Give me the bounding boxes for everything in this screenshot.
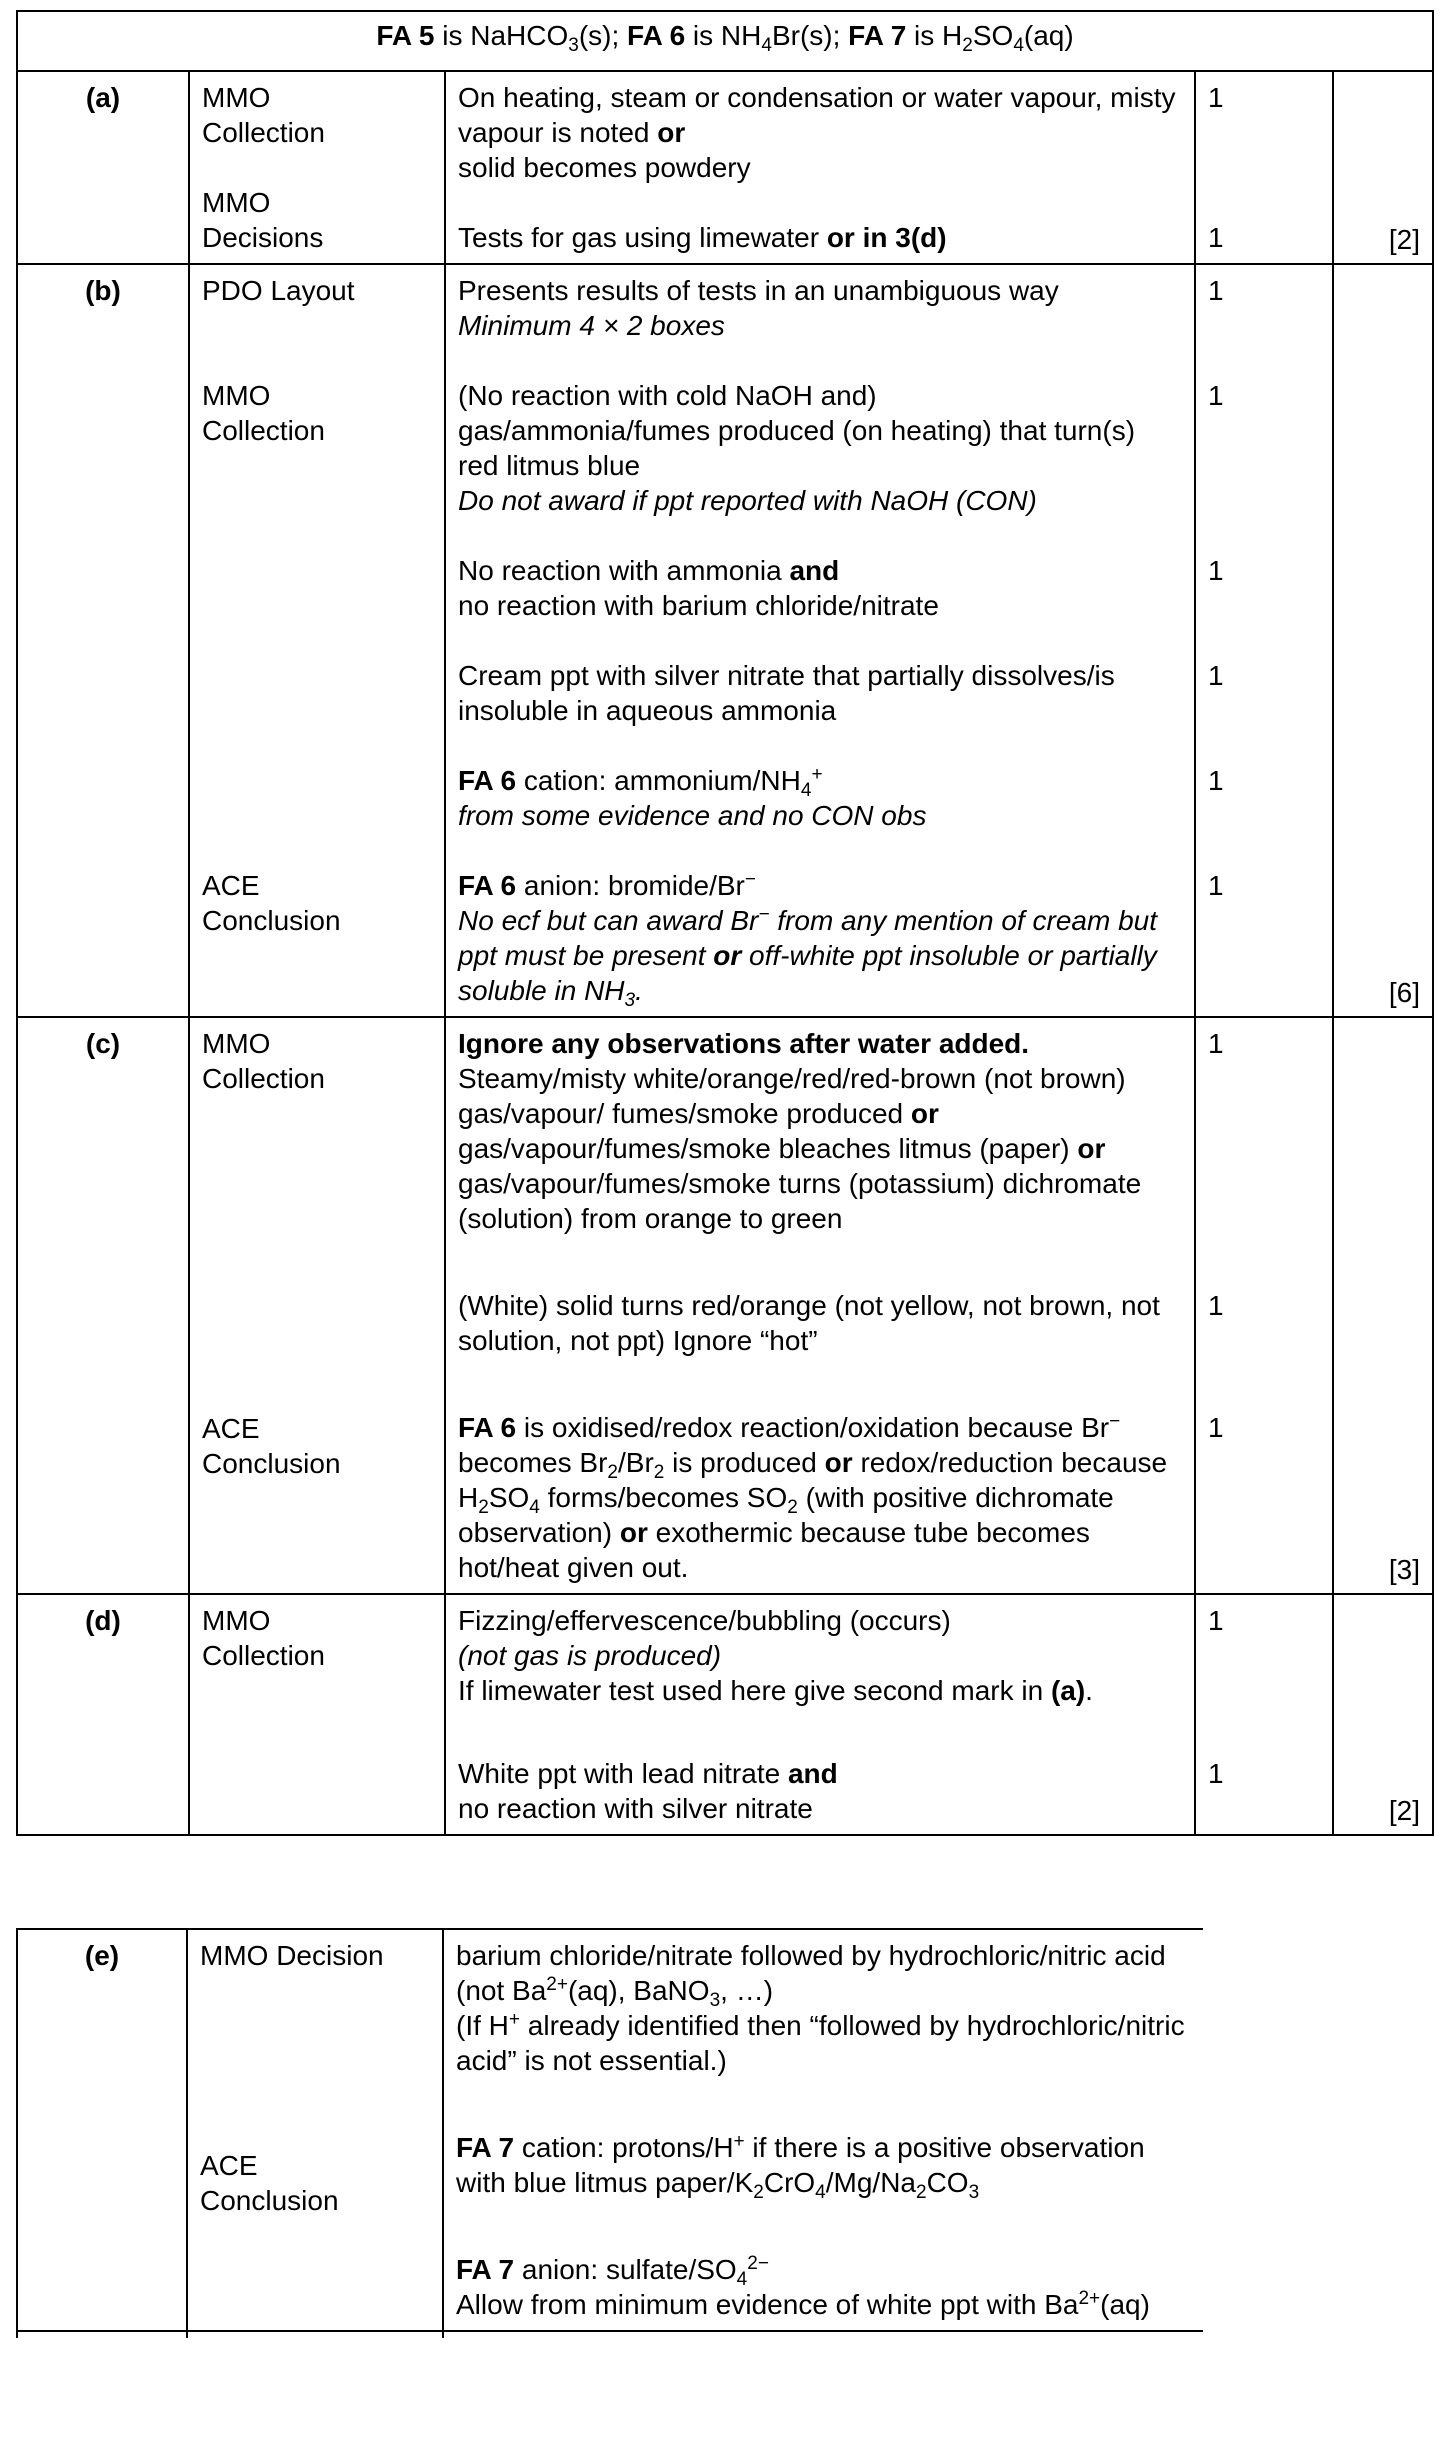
table-title: FA 5 is NaHCO$_3$(s); FA 6 is $NH_4Br(s)$; FA 7 is $H_2SO_4(aq)$ (17, 11, 1433, 71)
part-e-row (17, 1929, 1203, 2331)
part-b-row (17, 264, 1433, 1017)
marks-cell: 1 1 (1195, 71, 1333, 264)
total-cell (1333, 71, 1433, 264)
skill-cell: PDO Layout MMO Collection ACE Conclusion (189, 264, 445, 1017)
part-total: [2] (1388, 1795, 1421, 1826)
part-total: [2] (1388, 224, 1421, 255)
mark-scheme-table (16, 10, 1434, 1836)
marks-cell: 1 1 1 1 1 1 (1195, 264, 1333, 1017)
mark-scheme-continuation-table (16, 1928, 1203, 2338)
marks-cell: 1 1 (1195, 1594, 1333, 1835)
part-total: [3] (1388, 1554, 1421, 1585)
criteria-cell: barium chloride/nitrate followed by hydrochloric/nitric acid (not $Ba^{2+}(aq)$, BaNO$_3$, …) (If H+ already identified then “followed by hydrochloric/nitric acid” is not essential.) FA 7 cation: protons/H+ if there is a positive observation with blue litmus paper/$K_2CrO_4/Mg/Na_2CO_3$ FA 7 anion: sulfate/$SO_4^{2-}$ Allow from minimum evidence of white ppt with $Ba^{2+}(aq)$ (443, 1929, 1203, 2331)
part-label: (d) (17, 1594, 189, 1835)
skill-cell: MMO Collection ACE Conclusion (189, 1017, 445, 1594)
criteria-cell: Ignore any observations after water added. Steamy/misty white/orange/red/red-brown (not brown) gas/vapour/ fumes/smoke produced or gas/vapour/fumes/smoke bleaches litmus (paper) or gas/vapour/fumes/smoke turns (potassium) dichromate (solution) from orange to green (White) solid turns red/orange (not yellow, not brown, not solution, not ppt) Ignore “hot” FA 6 is oxidised/redox reaction/oxidation because Br− becomes $Br_2/Br_2$ is produced or redox/reduction because $H_2SO_4$ forms/becomes $SO_2$ (with positive dichromate observation) or exothermic because tube becomes hot/heat given out. (445, 1017, 1195, 1594)
part-label: (c) (17, 1017, 189, 1594)
marks-cell: 1 1 1 (1195, 1017, 1333, 1594)
criteria-cell: On heating, steam or condensation or water vapour, misty vapour is noted or solid becomes powdery Tests for gas using limewater or in 3(d) (445, 71, 1195, 264)
part-total: [6] (1388, 977, 1421, 1008)
part-label: (a) (17, 71, 189, 264)
criteria-cell: Fizzing/effervescence/bubbling (occurs) (not gas is produced) If limewater test used here give second mark in (a). White ppt with lead nitrate and no reaction with silver nitrate (445, 1594, 1195, 1835)
total-cell (1333, 1017, 1433, 1594)
total-cell (1333, 264, 1433, 1017)
total-cell (1333, 1594, 1433, 1835)
criteria-cell: Presents results of tests in an unambiguous way Minimum 4 × 2 boxes (No reaction with cold NaOH and) gas/ammonia/fumes produced (on heating) that turn(s) red litmus blue Do not award if ppt reported with NaOH (CON) No reaction with ammonia and no reaction with barium chloride/nitrate Cream ppt with silver nitrate that partially dissolves/is insoluble in aqueous ammonia FA 6 cation: ammonium/$NH_4^+$ from some evidence and no CON obs FA 6 anion: bromide/Br− No ecf but can award Br− from any mention of cream but ppt must be present or off-white ppt insoluble or partially soluble in $NH_3$. (445, 264, 1195, 1017)
table-continuation-row (17, 2331, 1203, 2338)
skill-cell: MMO Collection MMO Decisions (189, 71, 445, 264)
skill-cell: MMO Collection (189, 1594, 445, 1835)
part-a-row (17, 71, 1433, 264)
part-c-row (17, 1017, 1433, 1594)
header-row (17, 11, 1433, 71)
part-label: (e) (17, 1929, 187, 2331)
part-label: (b) (17, 264, 189, 1017)
skill-cell: MMO Decision ACE Conclusion (187, 1929, 443, 2331)
part-d-row (17, 1594, 1433, 1835)
